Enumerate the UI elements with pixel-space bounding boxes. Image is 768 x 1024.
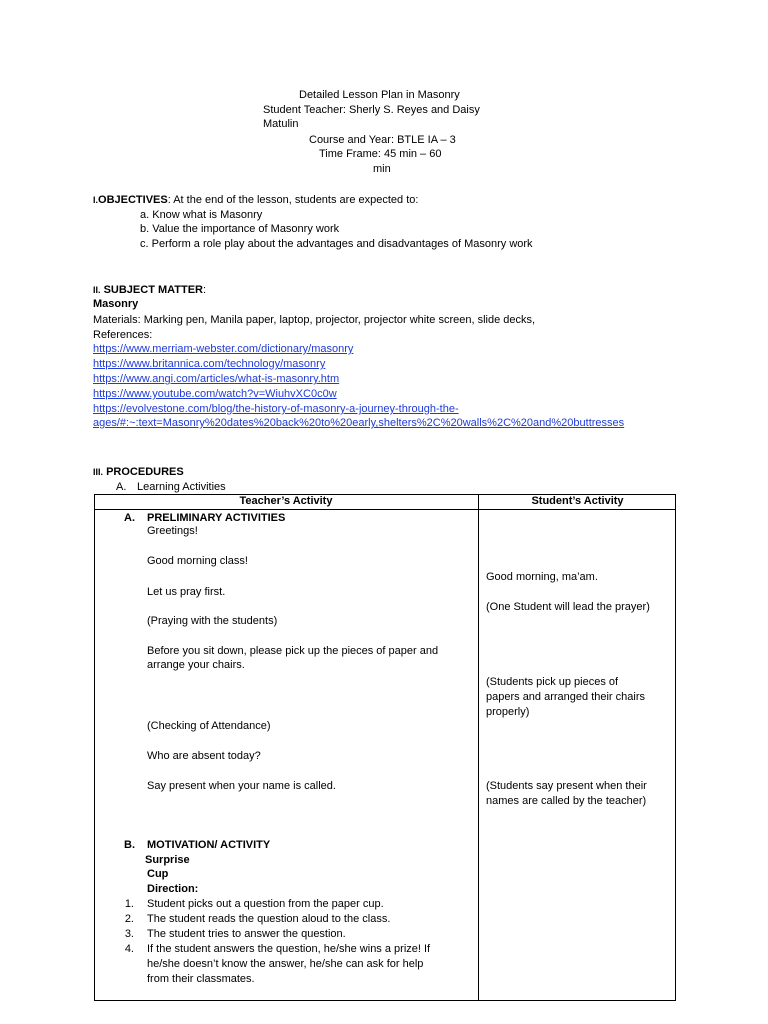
objective-item: a. Know what is Masonry	[140, 209, 263, 221]
procedures-numeral: III.	[93, 467, 104, 477]
section-a-letter: A.	[124, 512, 135, 524]
col-header-student: Student’s Activity	[531, 495, 624, 507]
reference-link[interactable]: https://www.angi.com/articles/what-is-masonry.htm	[93, 373, 340, 385]
reference-link[interactable]: https://www.merriam-webster.com/dictionary/masonry	[93, 343, 354, 355]
student-line: Good morning, ma’am.	[486, 571, 598, 583]
step-number: 3.	[124, 928, 134, 940]
reference-link[interactable]: https://www.youtube.com/watch?v=WiuhvXC0c0w	[93, 388, 337, 400]
objectives-heading	[93, 193, 418, 208]
teacher-line: Good morning class!	[147, 555, 248, 567]
subject-topic: Masonry	[93, 298, 139, 310]
course-year: Course and Year: BTLE IA – 3	[309, 134, 456, 146]
step-text-cont: he/she doesn’t know the answer, he/she can ask for help	[147, 958, 424, 970]
teacher-line: Before you sit down, please pick up the pieces of paper and	[147, 645, 439, 657]
objective-item: b. Value the importance of Masonry work	[140, 223, 340, 235]
direction-label: Direction:	[147, 883, 199, 895]
step-number: 1.	[124, 898, 134, 910]
activity-name-cont: Cup	[147, 868, 169, 880]
step-text: The student tries to answer the question.	[147, 928, 346, 940]
table-column-divider	[478, 494, 479, 1001]
step-text-cont: from their classmates.	[147, 973, 255, 985]
teacher-line: Say present when your name is called.	[147, 780, 336, 792]
subject-matter-numeral: II.	[93, 285, 101, 295]
teacher-line: (Praying with the students)	[147, 615, 278, 627]
objectives-numeral: I.	[93, 195, 99, 205]
student-line: (One Student will lead the prayer)	[486, 601, 650, 613]
learning-activities-letter: A.	[116, 481, 127, 493]
procedures-title: PROCEDURES	[106, 466, 184, 478]
step-number: 4.	[124, 943, 134, 955]
subject-matter-title: SUBJECT MATTER	[103, 284, 203, 296]
student-teacher-line: Student Teacher: Sherly S. Reyes and Daisy	[263, 104, 480, 116]
teacher-line: (Checking of Attendance)	[147, 720, 271, 732]
step-text: If the student answers the question, he/she wins a prize! If	[147, 943, 431, 955]
learning-activities-label: Learning Activities	[137, 481, 226, 493]
student-line: properly)	[486, 706, 530, 718]
reference-link[interactable]: ages/#:~:text=Masonry%20dates%20back%20to%20early,shelters%2C%20walls%2C%20and%20buttresses	[93, 417, 625, 429]
time-frame: Time Frame: 45 min – 60	[319, 148, 442, 160]
section-a-title: PRELIMINARY ACTIVITIES	[147, 512, 286, 524]
step-text: The student reads the question aloud to the class.	[147, 913, 391, 925]
teacher-line: Greetings!	[147, 525, 198, 537]
step-number: 2.	[124, 913, 134, 925]
student-teacher-line-cont: Matulin	[263, 118, 299, 130]
student-line: names are called by the teacher)	[486, 795, 647, 807]
procedures-heading	[93, 465, 184, 480]
teacher-line: Let us pray first.	[147, 586, 226, 598]
student-line: papers and arranged their chairs	[486, 691, 645, 703]
reference-link[interactable]: https://evolvestone.com/blog/the-history-of-masonry-a-journey-through-the-	[93, 403, 459, 415]
subject-matter-colon: :	[203, 284, 207, 296]
objective-item: c. Perform a role play about the advantages and disadvantages of Masonry work	[140, 238, 533, 250]
doc-title: Detailed Lesson Plan in Masonry	[299, 89, 460, 101]
references-label: References:	[93, 329, 153, 341]
teacher-line: arrange your chairs.	[147, 659, 245, 671]
section-b-letter: B.	[124, 839, 135, 851]
student-line: (Students say present when their	[486, 780, 647, 792]
reference-link[interactable]: https://www.britannica.com/technology/masonry	[93, 358, 326, 370]
student-line: (Students pick up pieces of	[486, 676, 619, 688]
materials: Materials: Marking pen, Manila paper, laptop, projector, projector white screen, slide decks,	[93, 314, 536, 326]
objectives-intro: : At the end of the lesson, students are expected to:	[167, 194, 419, 206]
time-frame-cont: min	[373, 163, 391, 175]
step-text: Student picks out a question from the paper cup.	[147, 898, 384, 910]
section-b-title: MOTIVATION/ ACTIVITY	[147, 839, 271, 851]
objectives-title: OBJECTIVES	[98, 194, 168, 206]
col-header-teacher: Teacher’s Activity	[239, 495, 333, 507]
activity-name: Surprise	[145, 854, 190, 866]
table-header-divider	[94, 509, 676, 510]
teacher-line: Who are absent today?	[147, 750, 261, 762]
subject-matter-heading	[93, 283, 206, 298]
